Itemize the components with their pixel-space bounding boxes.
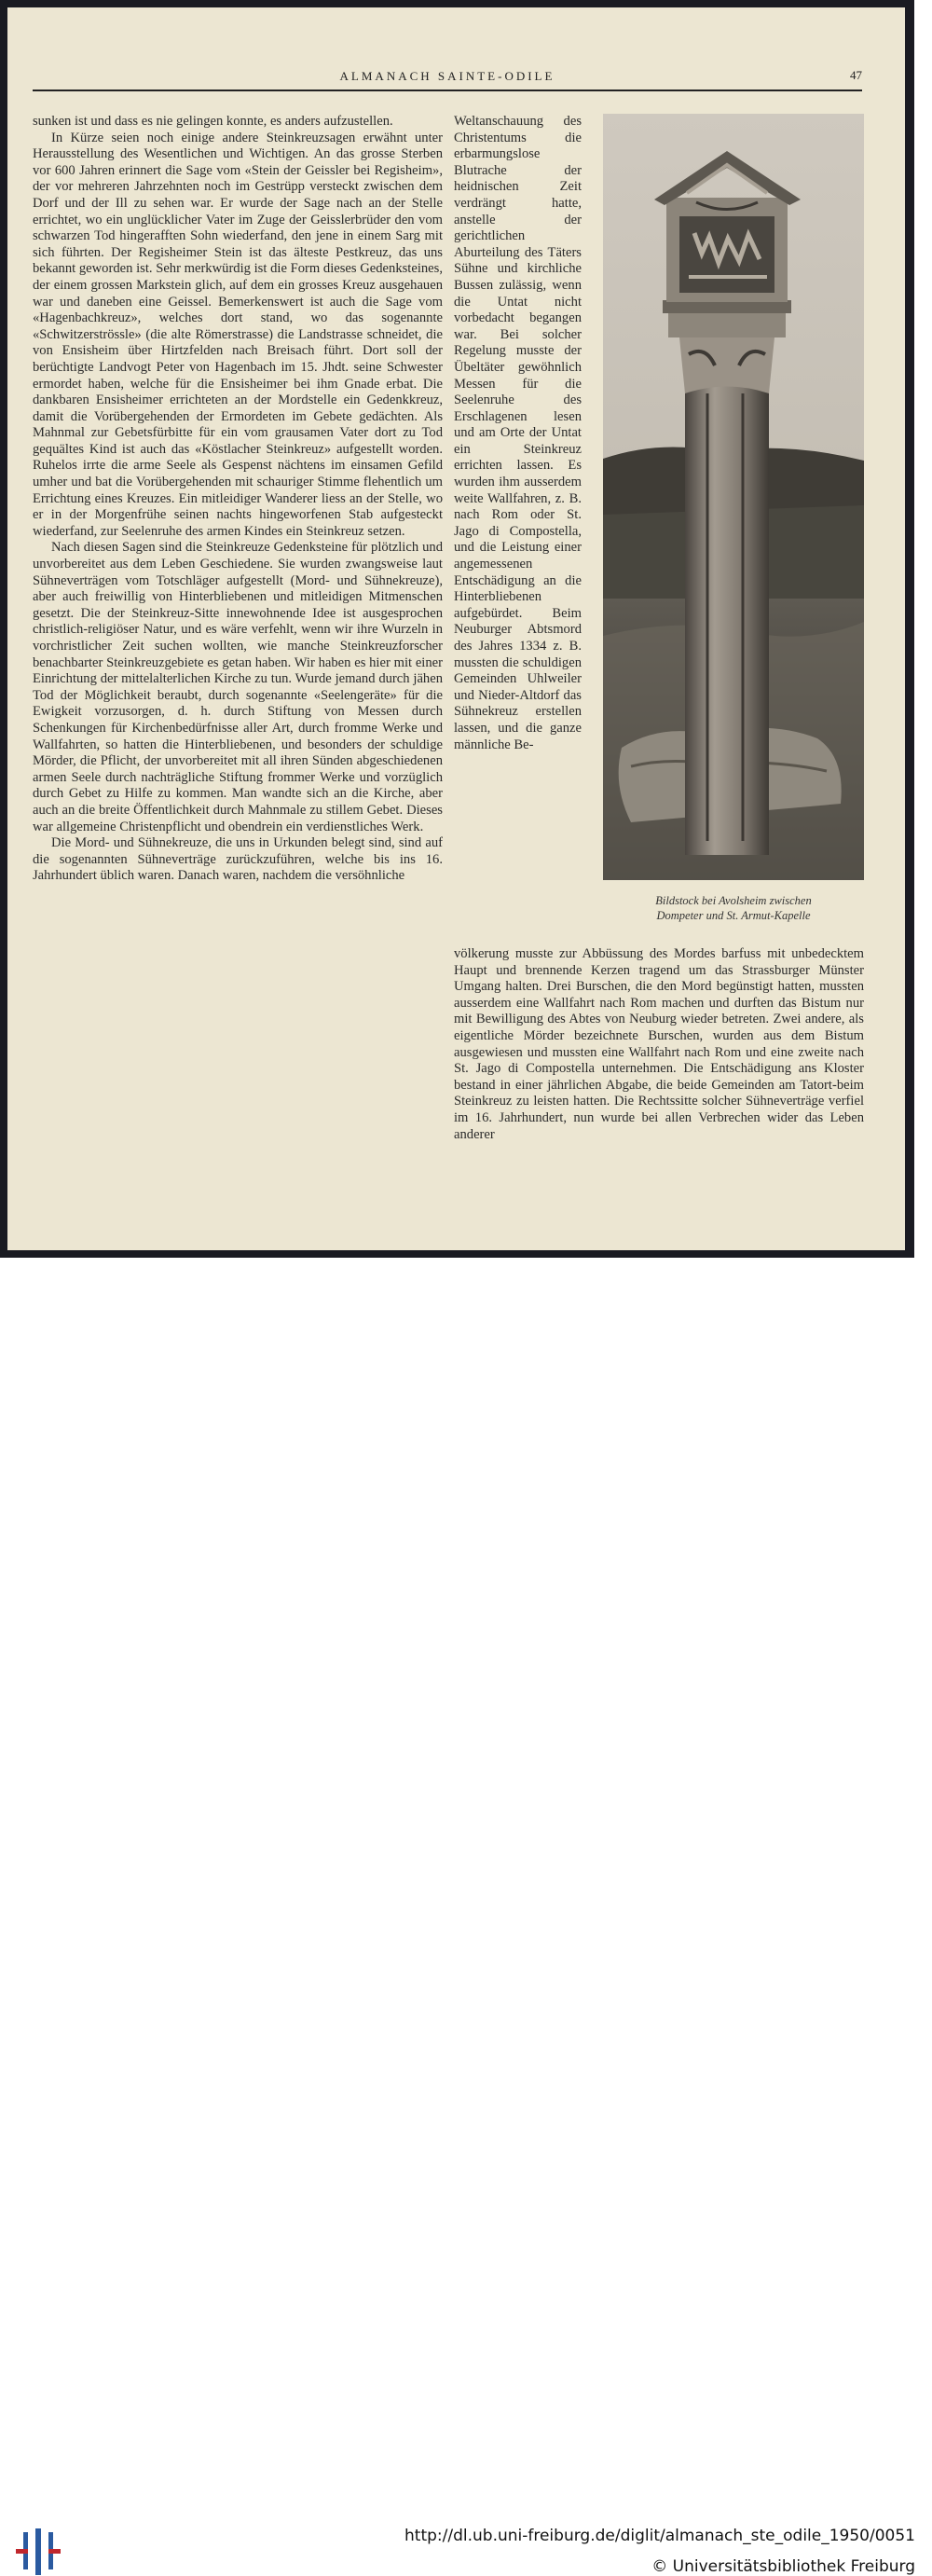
university-library-logo (16, 2528, 61, 2575)
wayside-shrine-photo (603, 114, 864, 880)
permalink-url[interactable]: http://dl.ub.uni-freiburg.de/diglit/almanach_ste_odile_1950/0051 (404, 2527, 915, 2545)
paragraph: Nach diesen Sagen sind die Steinkreuze Gedenksteine für plötzlich und unvorbereitet aus dem Leben Geschiedene. Sie wurden zwangsweise laut Sühneverträgen vom Totschläger aufgestellt (Mord- und Sühnekreuze), aber auch freiwillig von Hinterbliebenen und mitleidigen Mitmenschen gesetzt. Die der Steinkreuz-Sitte innewohnende Idee ist ausgesprochen christlich-religiöser Natur, und es wäre verfehlt, wenn wir ihre Wurzeln in vorchristlicher Zeit suchen wollten, wie manche Steinkreuzforscher benachbarter Steinkreuzgebiete es getan haben. Wir haben es hier mit einer Einrichtung der mittelalterlichen Kirche zu tun. Wurde jemand durch jähen Tod der Möglichkeit beraubt, durch sogenannte «Seelengeräte» für die Ewigkeit vorzusorgen, d. h. durch Stiftung von Messen durch Schenkungen für Kirchenbedürfnisse aller Art, durch fromme Werke und Wallfahrten, so hatten die Hinterbliebenen, und besonders der schuldige Mörder, die Pflicht, der unvorbereitet mit all ihren Sünden abgeschiedenen armen Seele durch nachträgliche Stiftung frommer Werke und vorzüglich durch Gebet zu Hilfe zu kommen. Man wandte sich an die Kirche, aber auch an die breite Öffentlichkeit durch Mahnmale zu stillem Gebet. Dieses war allgemeine Christenpflicht und obendrein ein verdienstliches Werk. (33, 540, 443, 834)
left-text-column (33, 114, 443, 885)
page-number: 47 (850, 68, 862, 82)
paragraph: Weltanschauung des Christentums die erbarmungslose Blutrache der heidnischen Zeit verdrängt hatte, anstelle der gerichtlichen Aburteilung des Täters Sühne und kirchliche Bussen zulässig, wenn die Untat nicht vorbedacht begangen war. Bei solcher Regelung musste der Übeltäter gewöhnlich Messen für die Seelenruhe des Erschlagenen lesen und am Orte der Untat ein Steinkreuz errichten lassen. Es wurden ihm ausserdem weite Wallfahren, z. B. nach Rom oder St. Jago di Compostella, und die Leistung einer angemessenen Entschädigung an die Hinterbliebenen aufgebürdet. Beim Neuburger Abtsmord des Jahres 1334 z. B. mussten die schuldigen Gemeinden Uhlweiler und Nieder-Altdorf das Sühnekreuz erstellen lassen, und die ganze männliche Be- (454, 114, 582, 752)
running-header (33, 65, 862, 91)
paragraph: Die Mord- und Sühnekreuze, die uns in Urkunden belegt sind, sind auf die sogenannten Sühneverträge zurückzuführen, welche bis ins 16. Jahrhundert üblich waren. Danach waren, nachdem die versöhnliche (33, 835, 443, 884)
paragraph: sunken ist und dass es nie gelingen konnte, es anders aufzustellen. (33, 114, 393, 129)
viewer-footer (0, 1258, 932, 2576)
paragraph: In Kürze seien noch einige andere Steinkreuzsagen erwähnt unter Herausstellung des Wesentlichen und Wichtigen. An das grosse Sterben vor 600 Jahren erinnert die Sage vom «Stein der Geissler bei Regisheim», der vor mehreren Jahrzehnten noch im Gestrüpp versteckt zwischen dem Dorf und der Ill zu sehen war. Er wurde der Sage nach an der Stelle errichtet, wo ein unglücklicher Vater im Zuge der Geisslerbrüder den vom schwarzen Tod hingerafften Sohn wiederfand, den jene in einem Sarg mit sich führten. Der Regisheimer Stein ist das älteste Pestkreuz, das uns bekannt geworden ist. Sehr merkwürdig ist die Form dieses Gedenksteines, der einem grossen Markstein glich, auf dem ein grosses Kreuz ausgehauen war und daneben eine Geissel. Bemerkenswert ist auch die Sage vom «Hagenbachkreuz», welches dort stand, wo das sogenannte «Schwitzerströssle» (die alte Römerstrasse) die Landstrasse schneidet, die von Ensisheim über Hirtzfelden nach Breisach führt. Dort soll der berüchtigte Landvogt Peter von Hagenbach im 15. Jhdt. seine Schwester ermordet haben, welche für die Ensisheimer bei ihm Gnade erbat. Die dankbaren Ensisheimer errichteten an der Mordstelle ein Gedenkkreuz, damit die Vorübergehenden der Ermordeten im Gebete gedächten. Als Mahnmal zur Gebetsfürbitte für ein vom grausamen Vater dort zu Tod gequältes Kind ist auch das «Köstlacher Steinkreuz» aufgestellt worden. Ruhelos irrte die arme Seele als Gespenst nächtens im einsamen Gefild umher und bat die Vorübergehenden mit schauriger Stimme flehentlich um Errichtung eines Kreuzes. Ein mitleidiger Wanderer liess an der Stelle, wo er in der Morgenfrühe seinen nachts hingeworfenen Stab aufgesteckt wiederfand, zur Seelenruhe des armen Kindes ein Steinkreuz setzen. (33, 130, 443, 539)
narrow-text-column (454, 114, 582, 753)
figure-caption (603, 893, 864, 923)
caption-line: Bildstock bei Avolsheim zwischen (655, 894, 812, 907)
bottom-right-text (454, 946, 864, 1143)
paragraph: völkerung musste zur Abbüssung des Mordes barfuss mit unbedecktem Haupt und brennende Kerzen tragend um das Strassburger Münster Umgang halten. Drei Burschen, die den Mord begünstigt hatten, mussten ausserdem eine Wallfahrt nach Rom machen und durften das Bistum nur mit Bewilligung des Abtes von Neuburg wieder betreten. Zwei andere, als eigentliche Mörder bezeichnete Burschen, wurden aus dem Bistum ausgewiesen und mussten eine Wallfahrt nach Rom und eine zweite nach St. Jago di Compostella unternehmen. Die Entschädigung ans Kloster bestand in einer jährlichen Abgabe, die beide Gemeinden am Tatort-beim Steinkreuz zu leisten hatten. Die Rechtssitte solcher Sühneverträge verfiel im 16. Jahrhundert, nun wurde bei allen Verbrechen wider das Leben anderer (454, 946, 864, 1142)
running-title: ALMANACH SAINTE-ODILE (339, 69, 555, 83)
copyright-notice: © Universitätsbibliothek Freiburg (651, 2557, 915, 2576)
caption-line: Dompeter und St. Armut-Kapelle (656, 909, 811, 922)
